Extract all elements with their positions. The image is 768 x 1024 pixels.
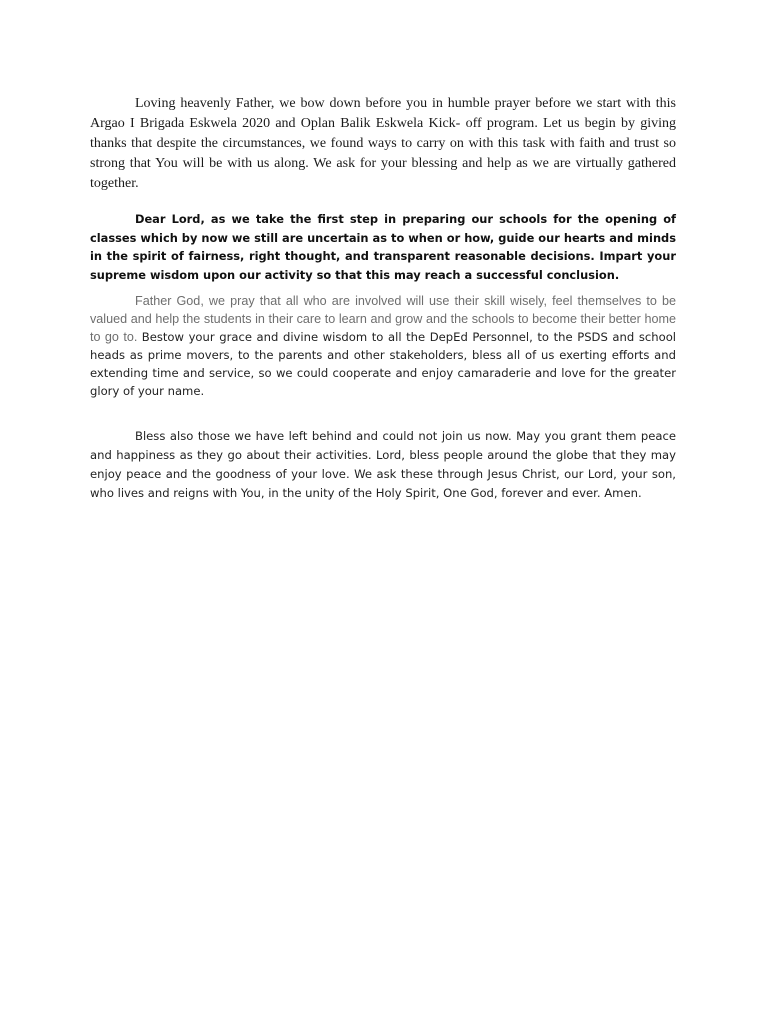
prayer-blessing-main-text: Bestow your grace and divine wisdom to all the DepEd Personnel, to the PSDS and school heads as prime movers, to the parents and other stakeholders, bless all of us exerting efforts and extending time and service, so we could cooperate and enjoy camaraderie and love for the greater glory of your name. [90,330,677,398]
prayer-blessing-paragraph [90,292,676,400]
prayer-guidance-paragraph: Dear Lord, as we take the first step in preparing our schools for the opening of classes which by now we still are uncertain as to when or how, guide our hearts and minds in the spirit of fairness, right thought, and transparent reasonable decisions. Impart your supreme wisdom upon our activity so that this may reach a successful conclusion. [90,212,676,282]
prayer-blessing-intro-text: Father God, we pray that all who are involved will use their skill wisely, feel themselves to be valued and help the students in their care to learn and grow and the schools to become their better home to go to. [90,294,676,344]
prayer-opening-paragraph: Loving heavenly Father, we bow down before you in humble prayer before we start with this Argao I Brigada Eskwela 2020 and Oplan Balik Eskwela Kick- off program. Let us begin by giving thanks that despite the circumstances, we found ways to carry on with this task with faith and trust so strong that You will be with us along. We ask for your blessing and help as we are virtually gathered together. [90,96,676,191]
prayer-closing-paragraph: Bless also those we have left behind and could not join us now. May you grant them peace and happiness as they go about their activities. Lord, bless people around the globe that they may enjoy peace and the goodness of your love. We ask these through Jesus Christ, our Lord, your son, who lives and reigns with You, in the unity of the Holy Spirit, One God, forever and ever. Amen. [90,429,676,500]
